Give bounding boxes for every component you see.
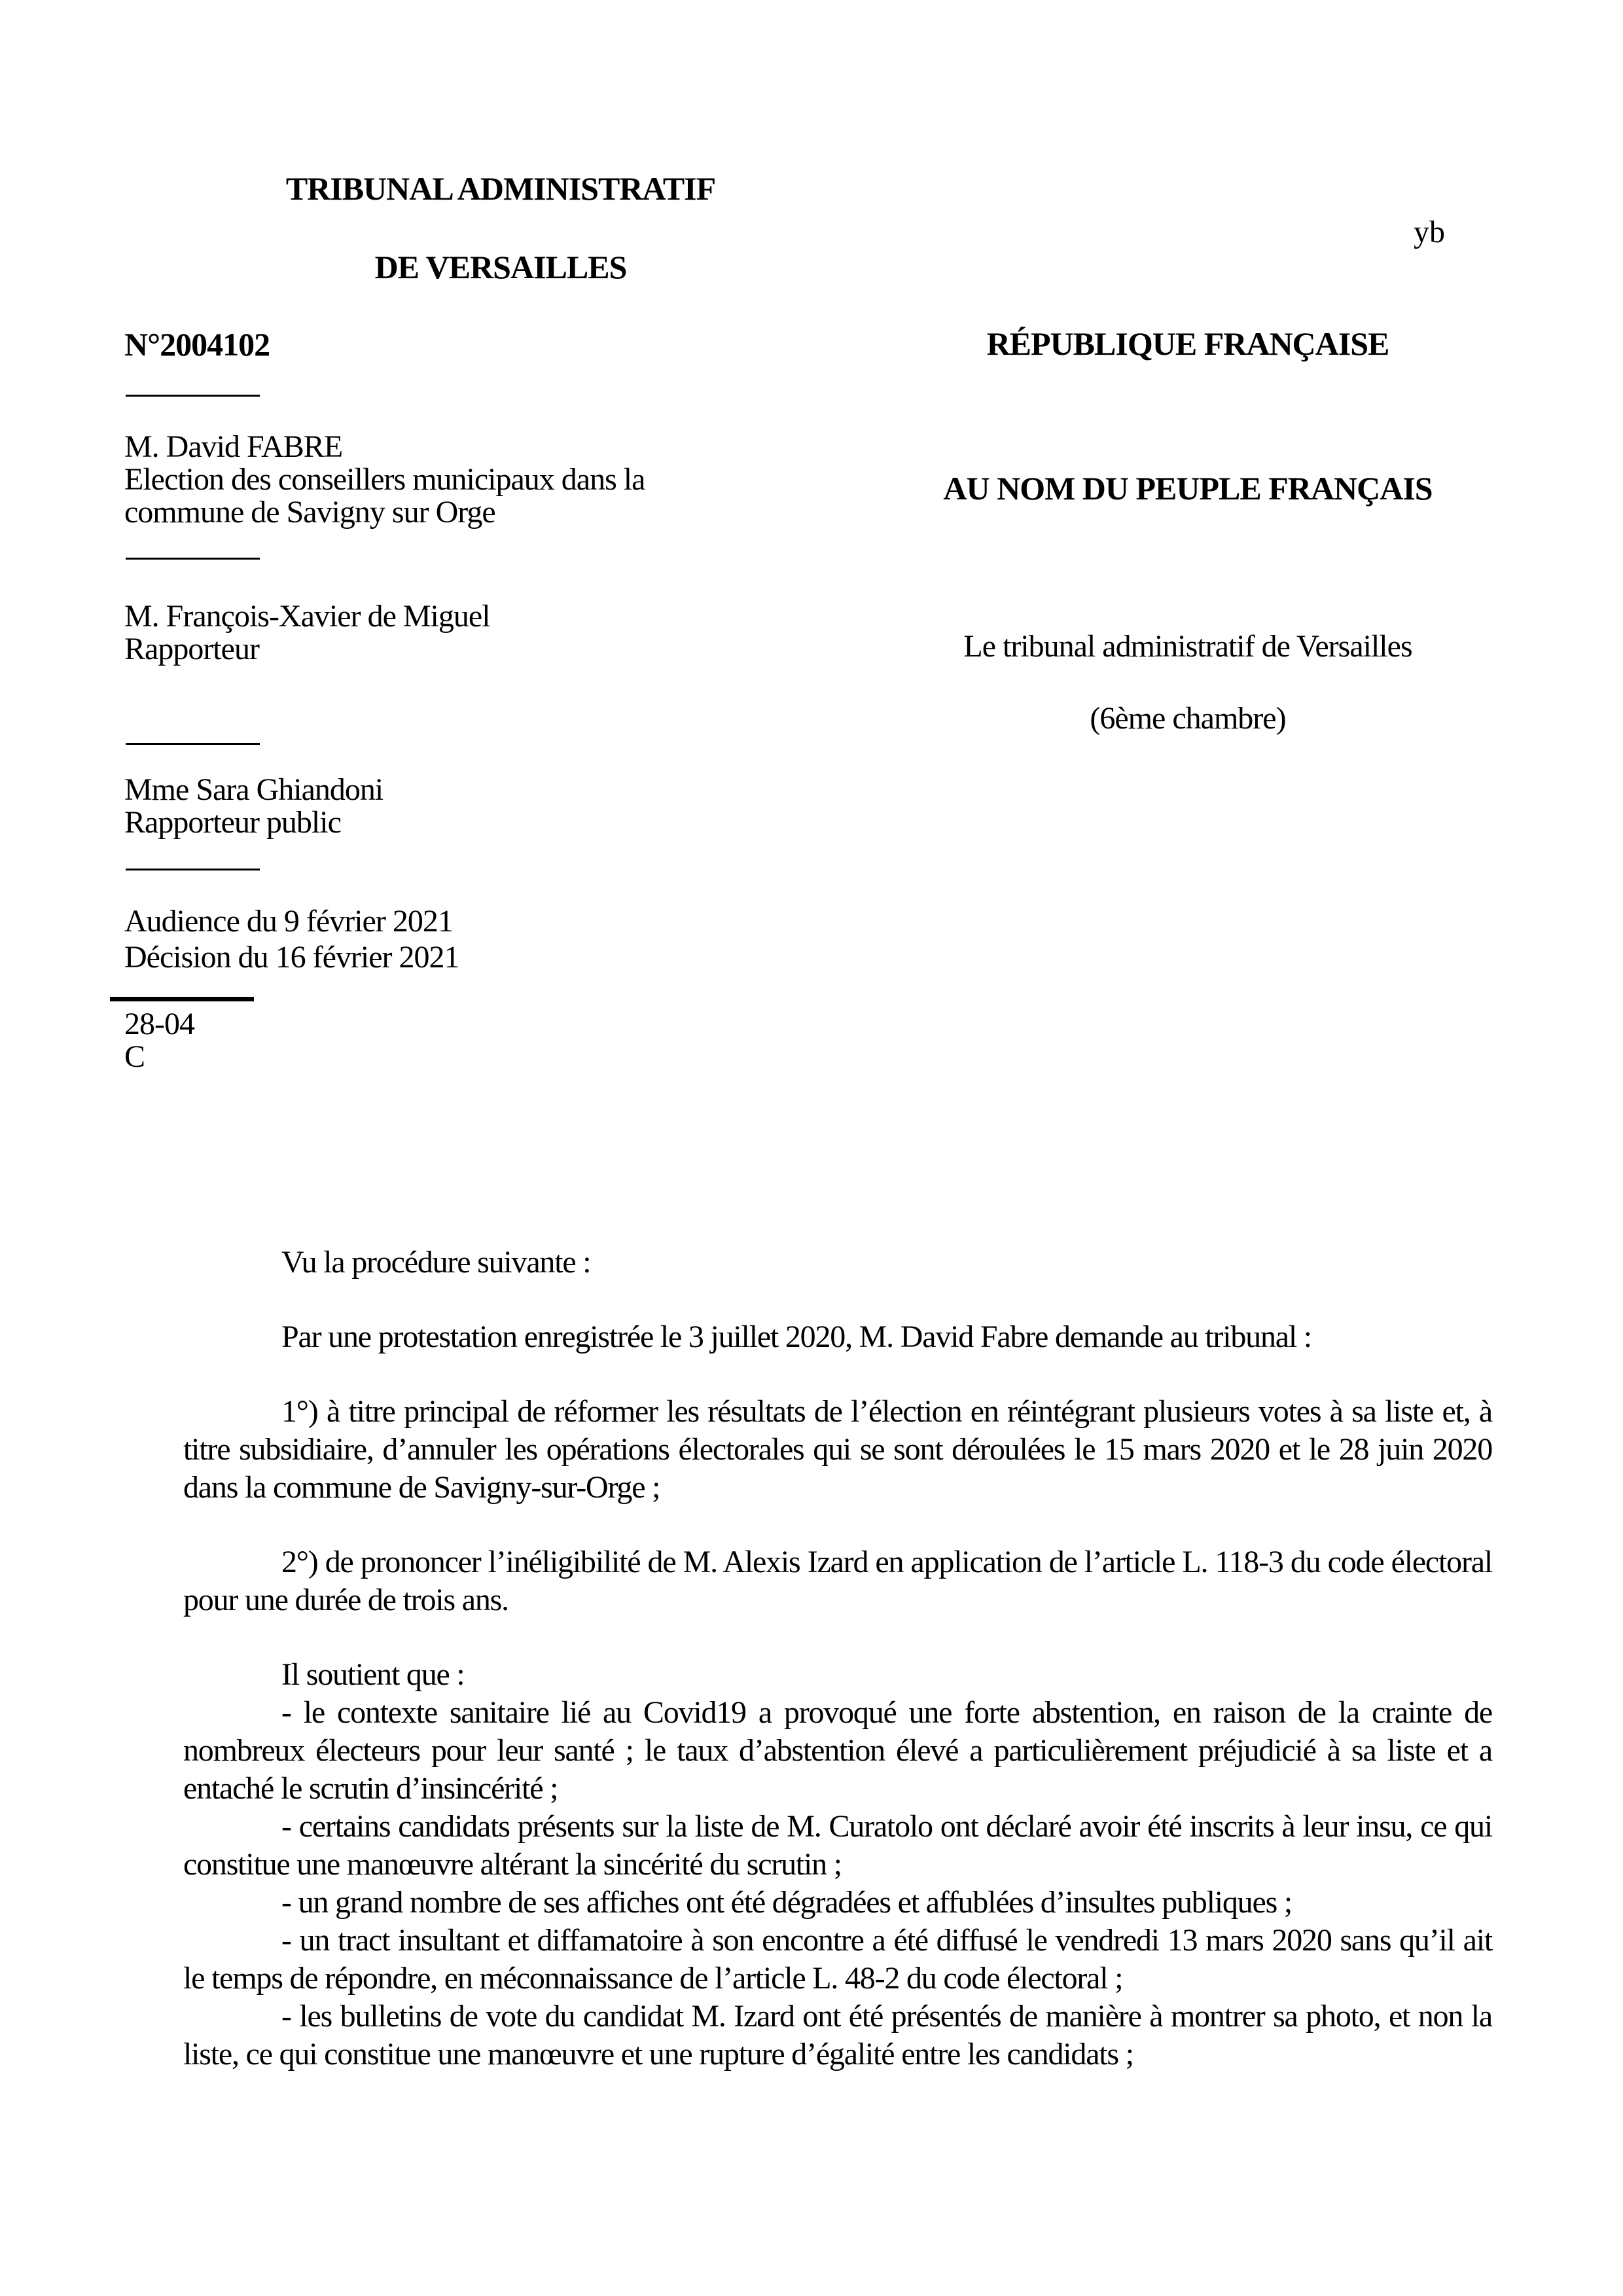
dates-block (124, 903, 733, 975)
claim-item: - les bulletins de vote du candidat M. Izard ont été présentés de manière à montrer sa photo, et non la liste, ce qui constitue une manœuvre et une rupture d’égalité entre les candidats ; (183, 1999, 1492, 2072)
claim-item: - un tract insultant et diffamatoire à son encontre a été diffusé le vendredi 13 mars 2020 sans qu’il ait le temps de répondre, en méconnaissance de l’article L. 48-2 du code électoral ; (183, 1923, 1492, 1996)
separator-rule-thick (110, 997, 254, 1001)
rapporteur-role: Rapporteur (124, 632, 259, 666)
hearing-date: Audience du 9 février 2021 (124, 904, 453, 939)
request-1-paragraph: 1°) à titre principal de réformer les résultats de l’élection en réintégrant plusieurs votes à sa liste et, à titre subsidiaire, d’annuler les opérations électorales qui se sont déroulées le 15 mars 2020 et le 28 juin 2020 dans la commune de Savigny-sur-Orge ; (183, 1394, 1492, 1505)
protestation-paragraph: Par une protestation enregistrée le 3 juillet 2020, M. David Fabre demande au tribunal : (281, 1319, 1311, 1354)
classification-code: 28-04 (124, 1007, 194, 1041)
deciding-court: Le tribunal administratif de Versailles (963, 629, 1412, 664)
chamber: (6ème chambre) (1090, 701, 1286, 736)
separator-rule (126, 869, 260, 870)
procedure-intro: Vu la procédure suivante : (281, 1245, 591, 1280)
decision-body (183, 1244, 1492, 2073)
case-number: N°2004102 (124, 326, 270, 363)
request-2-paragraph: 2°) de prononcer l’inéligibilité de M. Alexis Izard en application de l’article L. 118-3 du code électoral pour une durée de trois ans. (183, 1545, 1492, 1617)
decision-date: Décision du 16 février 2021 (124, 940, 459, 975)
rapporteur-name: M. François-Xavier de Miguel (124, 599, 490, 634)
separator-rule (126, 558, 260, 560)
court-name-line2: DE VERSAILLES (374, 249, 627, 285)
rapporteur-public-role: Rapporteur public (124, 805, 341, 840)
petitioner-name: M. David FABRE (124, 429, 343, 464)
rapporteur-block (124, 600, 733, 666)
rapporteur-public-block (124, 774, 733, 839)
case-subject: Election des conseillers municipaux dans la commune de Savigny sur Orge (124, 462, 645, 529)
classification-letter: C (124, 1039, 145, 1074)
court-name-heading (124, 169, 877, 287)
classification-block (124, 1008, 733, 1073)
soutient-intro: Il soutient que : (281, 1657, 465, 1692)
claim-item: - un grand nombre de ses affiches ont été dégradées et affublées d’insultes publiques ; (281, 1885, 1292, 1920)
claim-item: - certains candidats présents sur la liste de M. Curatolo ont déclaré avoir été inscrits à leur insu, ce qui constitue une manœuvre altérant la sincérité du scrutin ; (183, 1809, 1492, 1882)
separator-rule (126, 743, 260, 745)
court-name-line1: TRIBUNAL ADMINISTRATIF (285, 170, 716, 207)
in-the-name-heading: AU NOM DU PEUPLE FRANÇAIS (943, 470, 1433, 507)
republic-heading: RÉPUBLIQUE FRANÇAISE (986, 325, 1389, 362)
rapporteur-public-name: Mme Sara Ghiandoni (124, 772, 383, 807)
handwritten-initials: yb (1414, 215, 1445, 249)
claim-item: - le contexte sanitaire lié au Covid19 a provoqué une forte abstention, en raison de la crainte de nombreux électeurs pour leur santé ; le taux d’abstention élevé a particulièrement préjudicié à sa liste et a entaché le scrutin d’insincérité ; (183, 1695, 1492, 1806)
petitioner-block (124, 431, 733, 529)
claims-block (183, 1656, 1492, 2073)
separator-rule (126, 395, 260, 397)
